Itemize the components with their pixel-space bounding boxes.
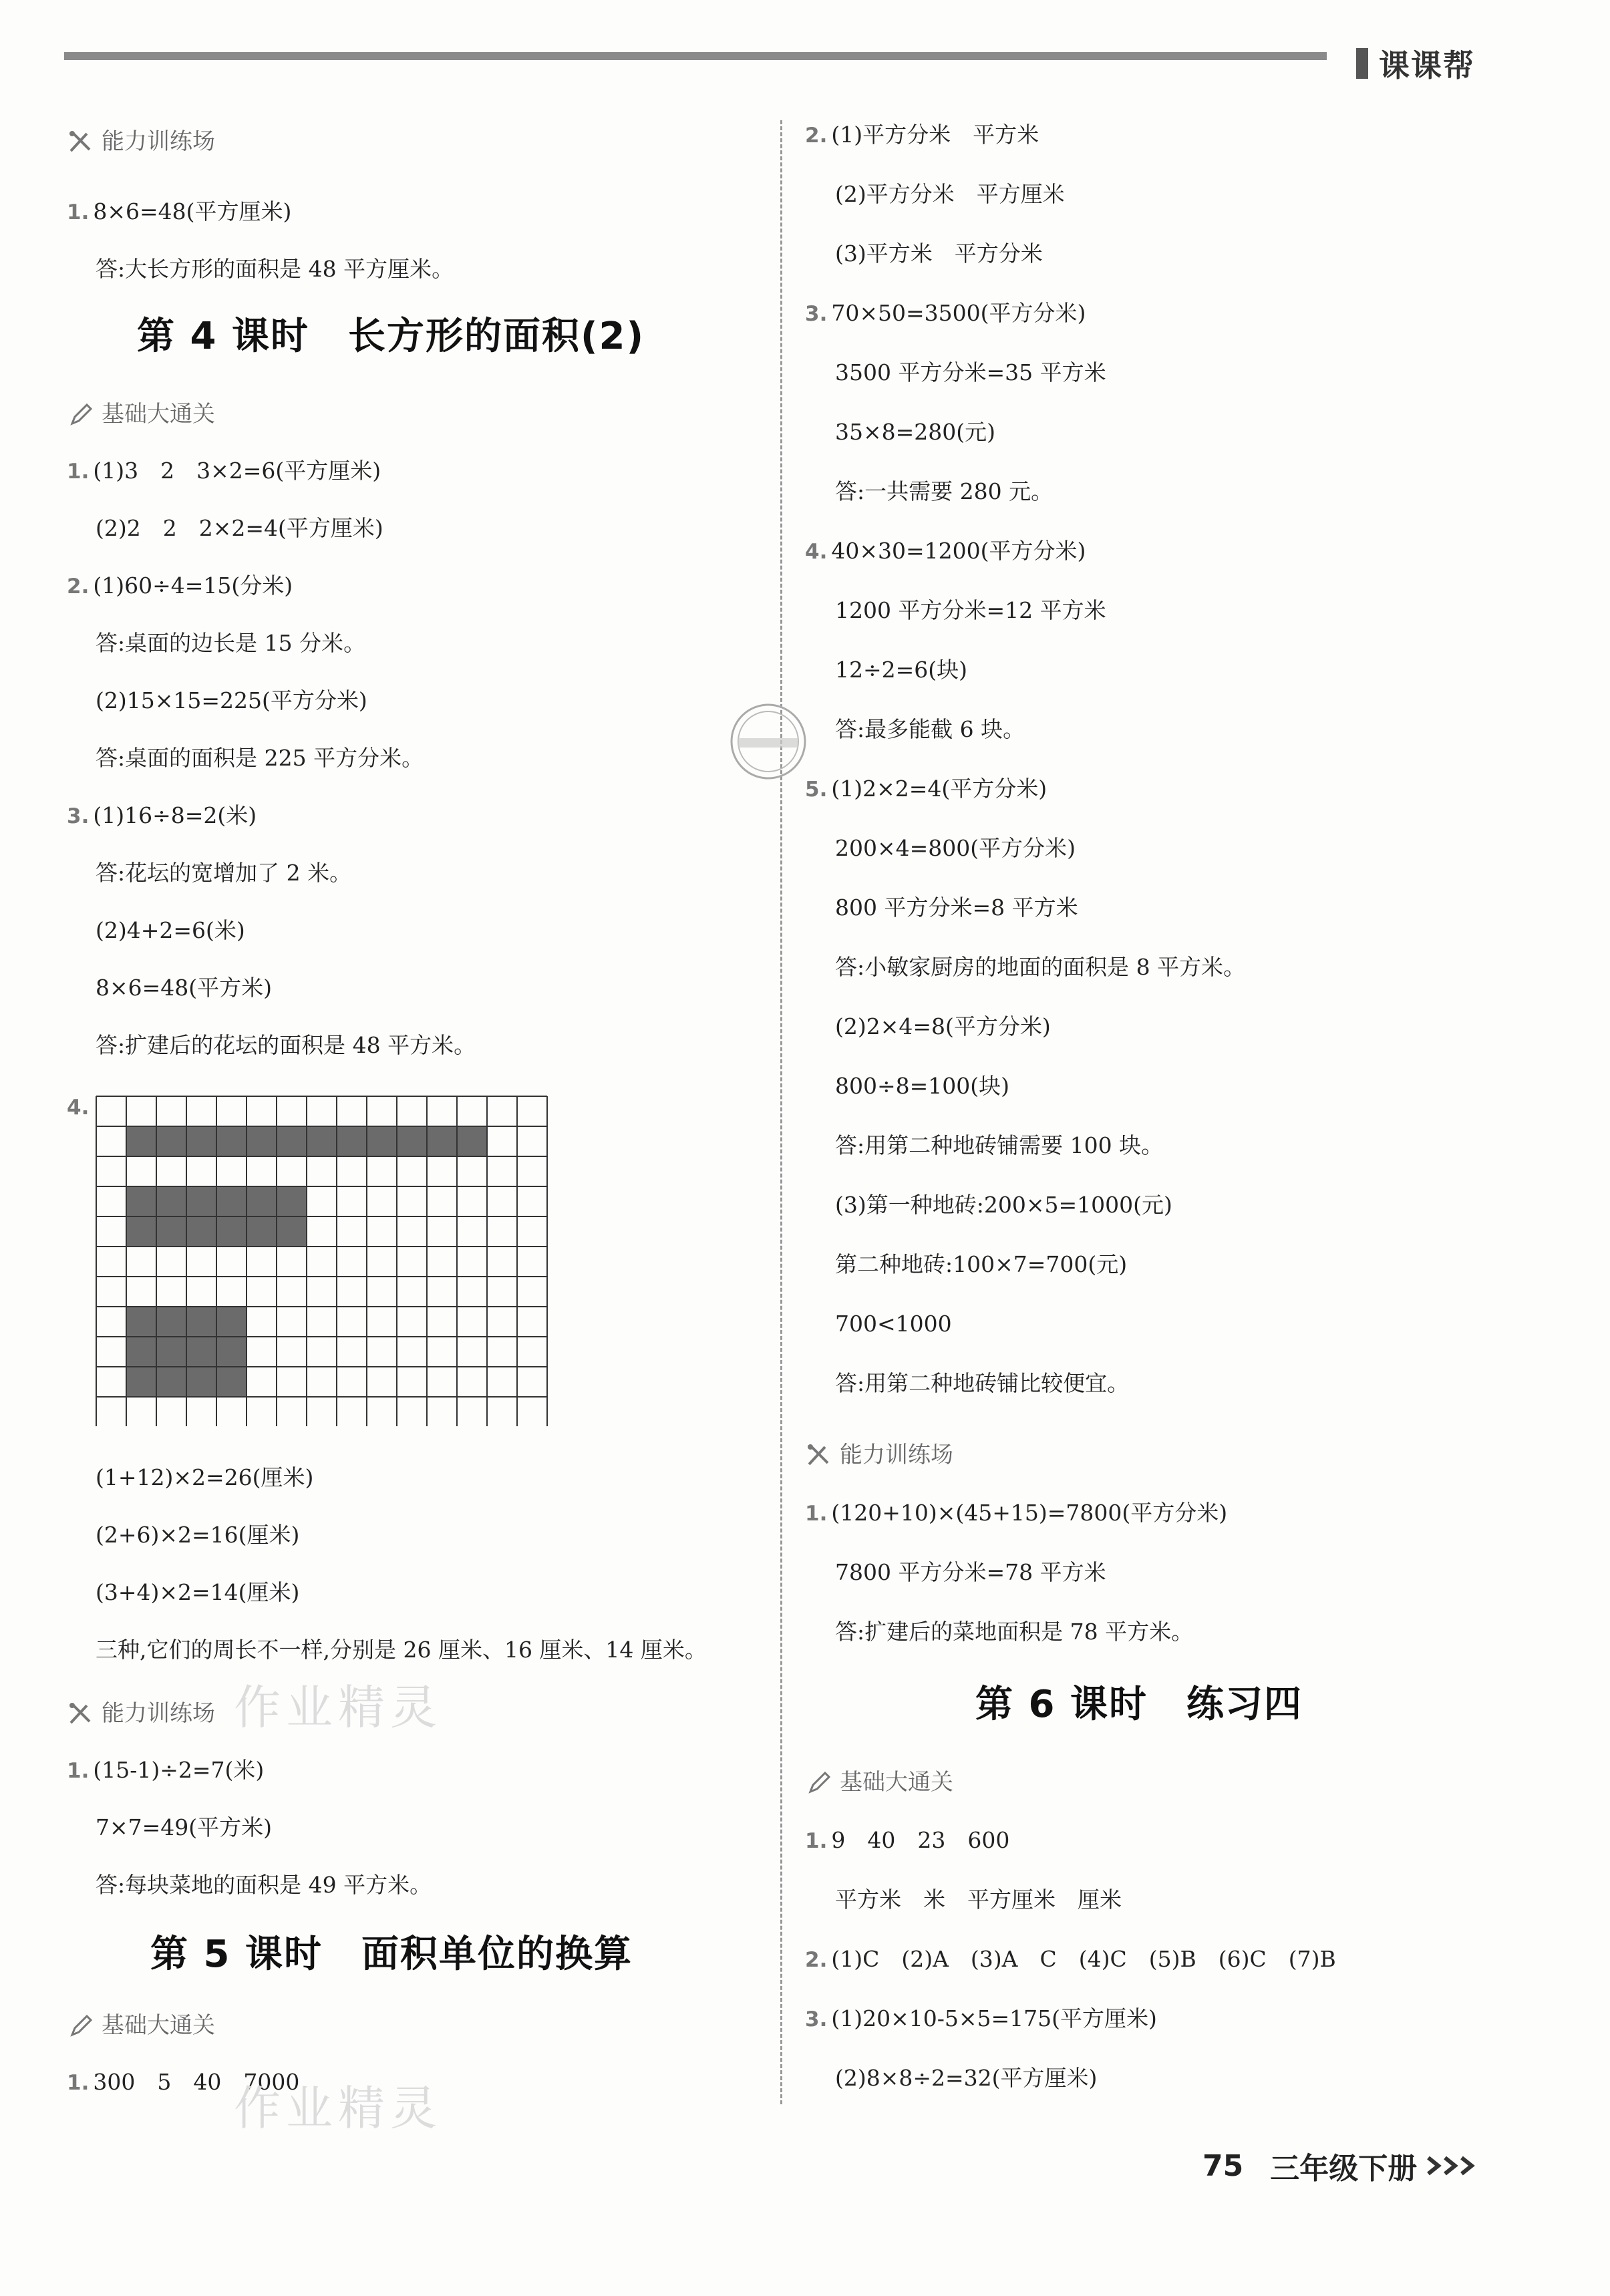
- section-label-basic: [67, 401, 215, 428]
- section-label-ability: [67, 128, 215, 155]
- lesson-4-title: 第 4 课时 长方形的面积(2): [137, 315, 645, 358]
- tools-icon: [67, 1700, 94, 1727]
- answer-line: (2)4+2=6(米): [96, 917, 245, 943]
- answer-line: 800 平方分米=8 平方米: [835, 894, 1078, 921]
- answer-line: 200×4=800(平方分米): [835, 835, 1076, 861]
- answer-line: (3)第一种地砖:200×5=1000(元): [835, 1192, 1172, 1218]
- watermark: 作业精灵: [234, 2081, 442, 2136]
- pencil-icon: [67, 401, 94, 428]
- answer-line: (2)15×15=225(平方分米): [96, 687, 367, 713]
- pencil-icon: [67, 2012, 94, 2039]
- answer-line: 答:每块菜地的面积是 49 平方米。: [96, 1872, 432, 1898]
- answer-line: 7×7=49(平方米): [96, 1814, 273, 1840]
- answer-line: 第二种地砖:100×7=700(元): [835, 1251, 1128, 1277]
- answer-line: (3+4)×2=14(厘米): [96, 1579, 300, 1605]
- question-number: 1.: [805, 1502, 828, 1526]
- header-rule: [64, 52, 1327, 60]
- answer-line: 8×6=48(平方米): [96, 975, 273, 1001]
- question-number: 1.: [67, 1759, 90, 1783]
- question-number: 3.: [67, 804, 90, 828]
- section-label-ability: [67, 1700, 215, 1727]
- answer-line: (1+12)×2=26(厘米): [96, 1464, 314, 1490]
- answer-line: (2)2 2 2×2=4(平方厘米): [96, 515, 383, 541]
- answer-line: 三种,它们的周长不一样,分别是 26 厘米、16 厘米、14 厘米。: [96, 1637, 707, 1663]
- homework-stamp: [725, 698, 812, 785]
- section-label-basic: [67, 2012, 215, 2039]
- chevrons-right-icon: [1425, 2152, 1485, 2179]
- answer-text: (120+10)×(45+15)=7800(平方分米): [831, 1500, 1228, 1526]
- question-number: 3.: [805, 302, 828, 326]
- answer-line: (2)2×4=8(平方分米): [835, 1013, 1051, 1039]
- section-label-text: 能力训练场: [102, 128, 215, 155]
- question-number: 2.: [67, 575, 90, 599]
- section-label-ability: [805, 1442, 953, 1468]
- tools-icon: [805, 1442, 832, 1468]
- column-divider: [780, 120, 782, 2104]
- watermark: 作业精灵: [234, 1680, 442, 1735]
- answer-text: (1)3 2 3×2=6(平方厘米): [93, 458, 381, 484]
- answer-line: [805, 1502, 1227, 1524]
- answer-line: 3500 平方分米=35 平方米: [835, 359, 1106, 385]
- answer-text: (1)20×10-5×5=175(平方厘米): [831, 2005, 1157, 2031]
- answer-line: (2)平方分米 平方厘米: [835, 181, 1065, 207]
- answer-line: 答:最多能截 6 块。: [835, 716, 1025, 742]
- brand-name: 课课帮: [1379, 47, 1475, 84]
- grid-figure: [96, 1096, 581, 1426]
- answer-text: 40×30=1200(平方分米): [831, 538, 1086, 564]
- lesson-6-title: 第 6 课时 练习四: [975, 1683, 1303, 1726]
- brand-bar: [1356, 48, 1368, 79]
- answer-line: 答:一共需要 280 元。: [835, 478, 1054, 504]
- section-label-text: 能力训练场: [102, 1700, 215, 1727]
- section-label-text: 基础大通关: [102, 2012, 215, 2039]
- answer-line: (2)8×8÷2=32(平方厘米): [835, 2065, 1098, 2091]
- grade-label: 三年级下册: [1270, 2152, 1418, 2186]
- answer-text: (15-1)÷2=7(米): [93, 1757, 265, 1783]
- answer-line: [67, 460, 381, 482]
- answer-line: [67, 1759, 264, 1782]
- answer-line: [805, 1829, 1009, 1852]
- question-number: 1.: [805, 1829, 828, 1853]
- answer-text: 8×6=48(平方厘米): [93, 198, 292, 224]
- answer-text: 300 5 40 7000: [93, 2069, 300, 2095]
- question-number: 1.: [67, 200, 90, 224]
- answer-line: 800÷8=100(块): [835, 1073, 1010, 1099]
- answer-text: (1)2×2=4(平方分米): [831, 776, 1048, 802]
- question-number: 4.: [805, 540, 828, 564]
- answer-line: (2+6)×2=16(厘米): [96, 1522, 300, 1548]
- answer-line: 答:扩建后的菜地面积是 78 平方米。: [835, 1619, 1194, 1645]
- answer-line: [805, 302, 1086, 325]
- footer: [1202, 2144, 1485, 2187]
- answer-line: 答:桌面的面积是 225 平方分米。: [96, 745, 424, 771]
- answer-line: 答:扩建后的花坛的面积是 48 平方米。: [96, 1032, 476, 1058]
- pencil-icon: [805, 1769, 832, 1796]
- answer-line: 平方米 米 平方厘米 厘米: [835, 1887, 1122, 1913]
- answer-line: (3)平方米 平方分米: [835, 240, 1043, 267]
- section-label-text: 能力训练场: [840, 1442, 953, 1468]
- answer-text: 9 40 23 600: [831, 1827, 1010, 1853]
- answer-line: 1200 平方分米=12 平方米: [835, 597, 1106, 623]
- answer-line: [805, 540, 1086, 562]
- answer-line: [805, 2007, 1157, 2030]
- answer-text: (1)C (2)A (3)A C (4)C (5)B (6)C (7)B: [831, 1946, 1336, 1972]
- answer-line: [67, 200, 291, 223]
- answer-line: [67, 804, 257, 827]
- answer-line: 35×8=280(元): [835, 419, 996, 445]
- lesson-5-title: 第 5 课时 面积单位的换算: [150, 1933, 633, 1976]
- page-number: 75: [1202, 2148, 1244, 2183]
- answer-text: (1)60÷4=15(分米): [93, 572, 293, 599]
- question-number: 2.: [805, 124, 828, 148]
- answer-line: 答:大长方形的面积是 48 平方厘米。: [96, 256, 454, 282]
- answer-line: [805, 124, 1039, 146]
- answer-line: 答:用第二种地砖铺需要 100 块。: [835, 1132, 1164, 1158]
- answer-line: 12÷2=6(块): [835, 657, 968, 683]
- question-number: 1.: [67, 460, 90, 484]
- section-label-text: 基础大通关: [840, 1769, 953, 1796]
- tools-icon: [67, 128, 94, 155]
- question-number: 2.: [805, 1948, 828, 1972]
- answer-text: 70×50=3500(平方分米): [831, 300, 1086, 326]
- section-label-basic: [805, 1769, 953, 1796]
- answer-text: (1)16÷8=2(米): [93, 802, 257, 828]
- question-number: 5.: [805, 778, 828, 802]
- header-brand: [1356, 41, 1475, 86]
- answer-line: [67, 572, 293, 599]
- answer-line: 答:用第二种地砖铺比较便宜。: [835, 1370, 1130, 1396]
- question-number: 4.: [67, 1096, 90, 1120]
- answer-text: (1)平方分米 平方米: [831, 122, 1039, 148]
- answer-line: [805, 778, 1047, 800]
- question-number: 3.: [805, 2007, 828, 2031]
- answer-line: 答:小敏家厨房的地面的面积是 8 平方米。: [835, 954, 1246, 980]
- section-label-text: 基础大通关: [102, 401, 215, 428]
- question-number: 1.: [67, 2071, 90, 2095]
- answer-line: 答:桌面的边长是 15 分米。: [96, 630, 366, 656]
- answer-line: 答:花坛的宽增加了 2 米。: [96, 860, 352, 886]
- answer-line: 700<1000: [835, 1311, 952, 1337]
- answer-line: [805, 1948, 1336, 1971]
- answer-line: 7800 平方分米=78 平方米: [835, 1559, 1106, 1585]
